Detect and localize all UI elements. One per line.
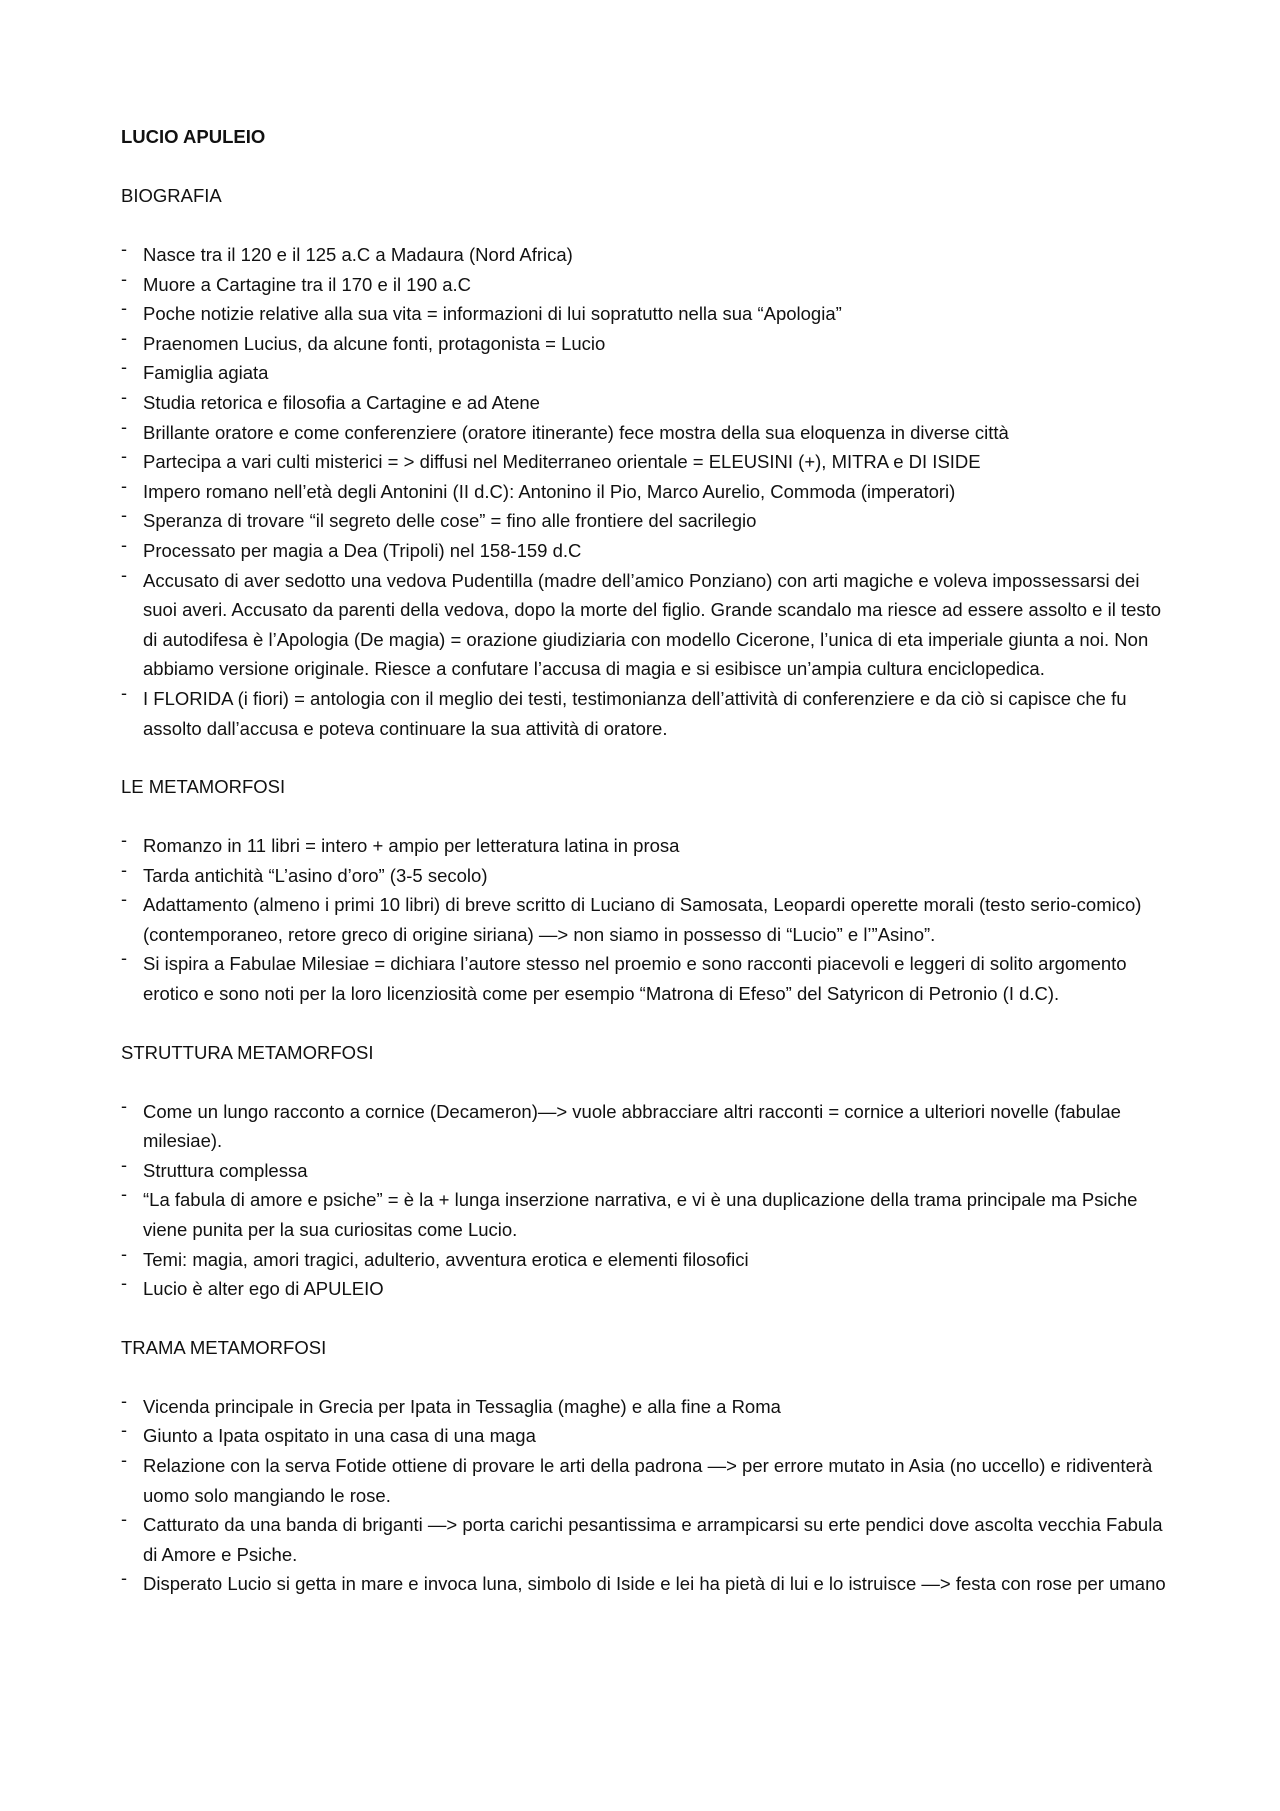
- list-item: - “La fabula di amore e psiche” = è la + lunga inserzione narrativa, e vi è una duplicazione della trama principale ma Psiche viene punita per la sua curiositas come Lucio.: [121, 1185, 1171, 1244]
- list-item: - Tarda antichità “L’asino d’oro” (3-5 secolo): [121, 861, 1171, 891]
- list-item: - Praenomen Lucius, da alcune fonti, protagonista = Lucio: [121, 329, 1171, 359]
- section-heading-biografia: BIOGRAFIA: [121, 185, 222, 206]
- le-metamorfosi-list: [121, 831, 1171, 1009]
- section-heading-trama-metamorfosi: TRAMA METAMORFOSI: [121, 1336, 327, 1358]
- list-item: - Impero romano nell’età degli Antonini (II d.C): Antonino il Pio, Marco Aurelio, Commoda (imperatori): [121, 477, 1171, 507]
- list-item: - Brillante oratore e come conferenziere (oratore itinerante) fece mostra della sua eloquenza in diverse città: [121, 418, 1171, 448]
- list-item: - Come un lungo racconto a cornice (Decameron)—> vuole abbracciare altri racconti = cornice a ulteriori novelle (fabulae milesiae).: [121, 1097, 1171, 1156]
- list-item: - Romanzo in 11 libri = intero + ampio per letteratura latina in prosa: [121, 831, 1171, 861]
- list-item: - Adattamento (almeno i primi 10 libri) di breve scritto di Luciano di Samosata, Leopardi operette morali (testo serio-comico) (contemporaneo, retore greco di origine siriana) —> non siamo in possesso di “Lucio” e l’”Asino”.: [121, 890, 1171, 949]
- list-item: - Partecipa a vari culti misterici = > diffusi nel Mediterraneo orientale = ELEUSINI (+), MITRA e DI ISIDE: [121, 447, 1171, 477]
- list-item: - Catturato da una banda di briganti —> porta carichi pesantissima e arrampicarsi su erte pendici dove ascolta vecchia Fabula di Amore e Psiche.: [121, 1510, 1171, 1569]
- list-item: - Si ispira a Fabulae Milesiae = dichiara l’autore stesso nel proemio e sono racconti piacevoli e leggeri di solito argomento erotico e sono noti per la loro licenziosità come per esempio “Matrona di Efeso” del Satyricon di Petronio (I d.C).: [121, 949, 1171, 1008]
- document-page: [121, 122, 1171, 1628]
- document-title: LUCIO APULEIO: [121, 126, 266, 147]
- struttura-metamorfosi-list: [121, 1097, 1171, 1304]
- list-item: - Processato per magia a Dea (Tripoli) nel 158-159 d.C: [121, 536, 1171, 566]
- list-item: - Famiglia agiata: [121, 358, 1171, 388]
- section-heading-le-metamorfosi: LE METAMORFOSI: [121, 776, 286, 798]
- list-item: - Vicenda principale in Grecia per Ipata in Tessaglia (maghe) e alla fine a Roma: [121, 1392, 1171, 1422]
- list-item: - Muore a Cartagine tra il 170 e il 190 a.C: [121, 270, 1171, 300]
- list-item: - Lucio è alter ego di APULEIO: [121, 1274, 1171, 1304]
- section-heading-struttura-metamorfosi: STRUTTURA METAMORFOSI: [121, 1041, 374, 1063]
- list-item: - Relazione con la serva Fotide ottiene di provare le arti della padrona —> per errore mutato in Asia (no uccello) e ridiventerà uomo solo mangiando le rose.: [121, 1451, 1171, 1510]
- list-item: - Giunto a Ipata ospitato in una casa di una maga: [121, 1421, 1171, 1451]
- list-item: - Nasce tra il 120 e il 125 a.C a Madaura (Nord Africa): [121, 240, 1171, 270]
- list-item: - I FLORIDA (i fiori) = antologia con il meglio dei testi, testimonianza dell’attività di conferenziere e da ciò si capisce che fu assolto dall’accusa e poteva continuare la sua attività di oratore.: [121, 684, 1171, 743]
- list-item: - Struttura complessa: [121, 1156, 1171, 1186]
- biografia-list: [121, 240, 1171, 743]
- list-item: - Temi: magia, amori tragici, adulterio, avventura erotica e elementi filosofici: [121, 1245, 1171, 1275]
- list-item: - Poche notizie relative alla sua vita = informazioni di lui sopratutto nella sua “Apologia”: [121, 299, 1171, 329]
- trama-metamorfosi-list: [121, 1392, 1171, 1599]
- list-item: - Disperato Lucio si getta in mare e invoca luna, simbolo di Iside e lei ha pietà di lui e lo istruisce —> festa con rose per umano: [121, 1569, 1171, 1599]
- list-item: - Speranza di trovare “il segreto delle cose” = fino alle frontiere del sacrilegio: [121, 506, 1171, 536]
- list-item: - Accusato di aver sedotto una vedova Pudentilla (madre dell’amico Ponziano) con arti magiche e voleva impossessarsi dei suoi averi. Accusato da parenti della vedova, dopo la morte del figlio. Grande scandalo ma riesce ad essere assolto e il testo di autodifesa è l’Apologia (De magia) = orazione giudiziaria con modello Cicerone, l’unica di eta imperiale giunta a noi. Non abbiamo versione originale. Riesce a confutare l’accusa di magia e si esibisce un’ampia cultura enciclopedica.: [121, 566, 1171, 684]
- list-item: - Studia retorica e filosofia a Cartagine e ad Atene: [121, 388, 1171, 418]
